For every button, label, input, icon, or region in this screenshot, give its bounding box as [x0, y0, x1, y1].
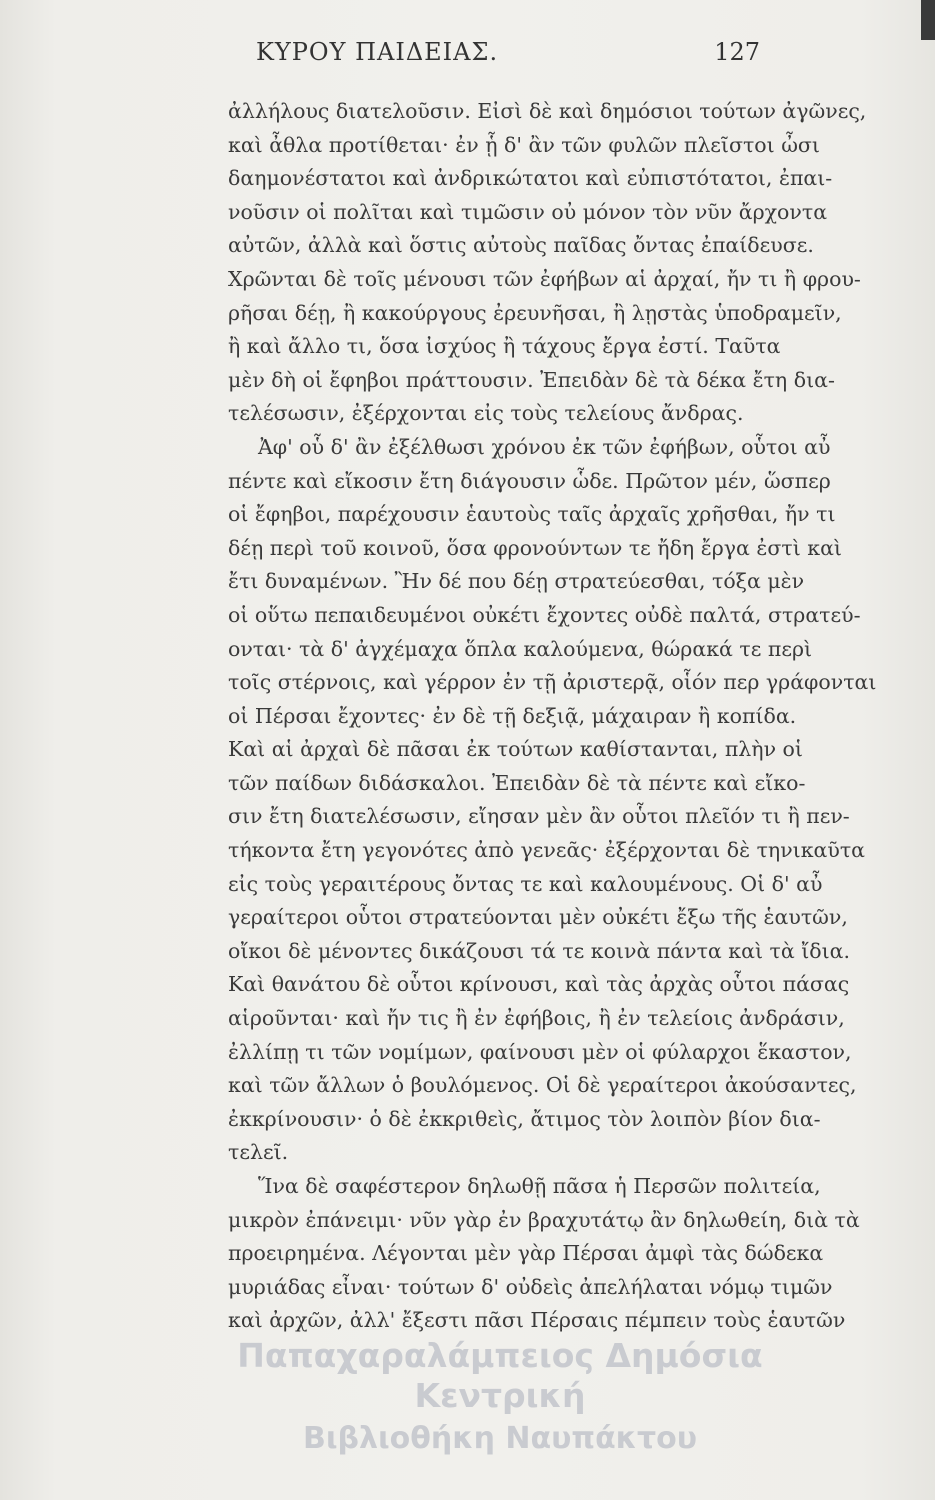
- text-line: Ἀφ' οὗ δ' ἂν ἐξέλθωσι χρόνου ἐκ τῶν ἐφήβων, οὗτοι αὖ: [258, 434, 831, 459]
- text-line: οἱ ἔφηβοι, παρέχουσιν ἑαυτοὺς ταῖς ἀρχαῖς χρῆσθαι, ἤν τι: [228, 502, 836, 527]
- text-line: ἐλλίπῃ τι τῶν νομίμων, φαίνουσι μὲν οἱ φύλαρχοι ἕκαστον,: [228, 1039, 852, 1064]
- text-line: μὲν δὴ οἱ ἔφηβοι πράττουσιν. Ἐπειδὰν δὲ τὰ δέκα ἔτη δια-: [228, 367, 835, 392]
- text-line: τελέσωσιν, ἐξέρχονται εἰς τοὺς τελείους ἄνδρας.: [228, 401, 744, 426]
- text-line: ἐκκρίνουσιν· ὁ δὲ ἐκκριθεὶς, ἄτιμος τὸν λοιπὸν βίον δια-: [228, 1106, 821, 1131]
- text-line: καὶ ἀρχῶν, ἀλλ' ἔξεστι πᾶσι Πέρσαις πέμπειν τοὺς ἑαυτῶν: [228, 1308, 846, 1333]
- text-line: εἰς τοὺς γεραιτέρους ὄντας τε καὶ καλουμένους. Οἱ δ' αὖ: [228, 871, 823, 896]
- text-line: δέῃ περὶ τοῦ κοινοῦ, ὅσα φρονούντων τε ἤδη ἔργα ἐστὶ καὶ: [228, 535, 842, 560]
- page-header: [234, 28, 760, 88]
- text-line: αἱροῦνται· καὶ ἤν τις ἢ ἐν ἐφήβοις, ἢ ἐν τελείοις ἀνδράσιν,: [228, 1006, 845, 1031]
- library-watermark: [200, 1336, 800, 1462]
- page-number: 127: [714, 38, 760, 66]
- text-line: τοῖς στέρνοις, καὶ γέρρον ἐν τῇ ἀριστερᾷ, οἷόν περ γράφονται: [228, 670, 877, 695]
- text-line: Καὶ αἱ ἀρχαὶ δὲ πᾶσαι ἐκ τούτων καθίστανται, πλὴν οἱ: [228, 737, 803, 762]
- watermark-line-2: Βιβλιοθήκη Ναυπάκτου: [302, 1421, 698, 1456]
- text-line: ρῆσαι δέῃ, ἢ κακούργους ἐρευνῆσαι, ἢ λῃστὰς ὑποδραμεῖν,: [228, 300, 842, 325]
- text-line: αὐτῶν, ἀλλὰ καὶ ὅστις αὐτοὺς παῖδας ὄντας ἐπαίδευσε.: [228, 233, 814, 258]
- text-line: πέντε καὶ εἴκοσιν ἔτη διάγουσιν ὧδε. Πρῶτον μέν, ὥσπερ: [228, 468, 831, 493]
- text-line: νοῦσιν οἱ πολῖται καὶ τιμῶσιν οὐ μόνον τὸν νῦν ἄρχοντα: [228, 199, 828, 224]
- text-line: Καὶ θανάτου δὲ οὗτοι κρίνουσι, καὶ τὰς ἀρχὰς οὗτοι πάσας: [228, 972, 850, 997]
- text-line: μυριάδας εἶναι· τούτων δ' οὐδεὶς ἀπελήλαται νόμῳ τιμῶν: [228, 1274, 833, 1299]
- text-line: ἀλλήλους διατελοῦσιν. Εἰσὶ δὲ καὶ δημόσιοι τούτων ἀγῶνες,: [228, 99, 867, 123]
- text-line: Χρῶνται δὲ τοῖς μένουσι τῶν ἐφήβων αἱ ἀρχαί, ἤν τι ἢ φρου-: [228, 266, 861, 291]
- text-line: μικρὸν ἐπάνειμι· νῦν γὰρ ἐν βραχυτάτῳ ἂν δηλωθείη, διὰ τὰ: [228, 1207, 860, 1232]
- body-text: [228, 95, 877, 1338]
- watermark-line-1: Παπαχαραλάμπειος Δημόσια Κεντρική: [237, 1336, 763, 1415]
- text-line: ἢ καὶ ἄλλο τι, ὅσα ἰσχύος ἢ τάχους ἔργα ἐστί. Ταῦτα: [228, 334, 781, 359]
- text-line: δαημονέστατοι καὶ ἀνδρικώτατοι καὶ εὐπιστότατοι, ἐπαι-: [228, 166, 833, 191]
- text-line: προειρημένα. Λέγονται μὲν γὰρ Πέρσαι ἀμφὶ τὰς δώδεκα: [228, 1241, 824, 1266]
- text-line: σιν ἔτη διατελέσωσιν, εἴησαν μὲν ἂν οὗτοι πλεῖόν τι ἢ πεν-: [228, 804, 850, 829]
- text-line: ἔτι δυναμένων. Ἢν δέ που δέῃ στρατεύεσθαι, τόξα μὲν: [228, 569, 805, 594]
- text-line: τήκοντα ἔτη γεγονότες ἀπὸ γενεᾶς· ἐξέρχονται δὲ τηνικαῦτα: [228, 838, 866, 863]
- running-title: ΚΥΡΟΥ ΠΑΙΔΕΙΑΣ.: [256, 38, 499, 66]
- text-line: τῶν παίδων διδάσκαλοι. Ἐπειδὰν δὲ τὰ πέντε καὶ εἴκο-: [228, 770, 806, 795]
- text-line: ονται· τὰ δ' ἀγχέμαχα ὅπλα καλούμενα, θώρακά τε περὶ: [228, 636, 813, 661]
- text-line: οἴκοι δὲ μένοντες δικάζουσι τά τε κοινὰ πάντα καὶ τὰ ἴδια.: [228, 938, 850, 963]
- page-edge-mark: [921, 0, 935, 40]
- text-line: οἱ οὕτω πεπαιδευμένοι οὐκέτι ἔχοντες οὐδὲ παλτά, στρατεύ-: [228, 602, 861, 627]
- text-line: οἱ Πέρσαι ἔχοντες· ἐν δὲ τῇ δεξιᾷ, μάχαιραν ἢ κοπίδα.: [228, 703, 797, 728]
- text-line: τελεῖ.: [228, 1140, 289, 1165]
- text-line: Ἵνα δὲ σαφέστερον δηλωθῇ πᾶσα ἡ Περσῶν πολιτεία,: [258, 1174, 821, 1198]
- text-line: καὶ ἆθλα προτίθεται· ἐν ᾗ δ' ἂν τῶν φυλῶν πλεῖστοι ὦσι: [228, 132, 820, 157]
- text-line: γεραίτεροι οὗτοι στρατεύονται μὲν οὐκέτι ἔξω τῆς ἑαυτῶν,: [228, 905, 848, 930]
- text-line: καὶ τῶν ἄλλων ὁ βουλόμενος. Οἱ δὲ γεραίτεροι ἀκούσαντες,: [228, 1073, 857, 1098]
